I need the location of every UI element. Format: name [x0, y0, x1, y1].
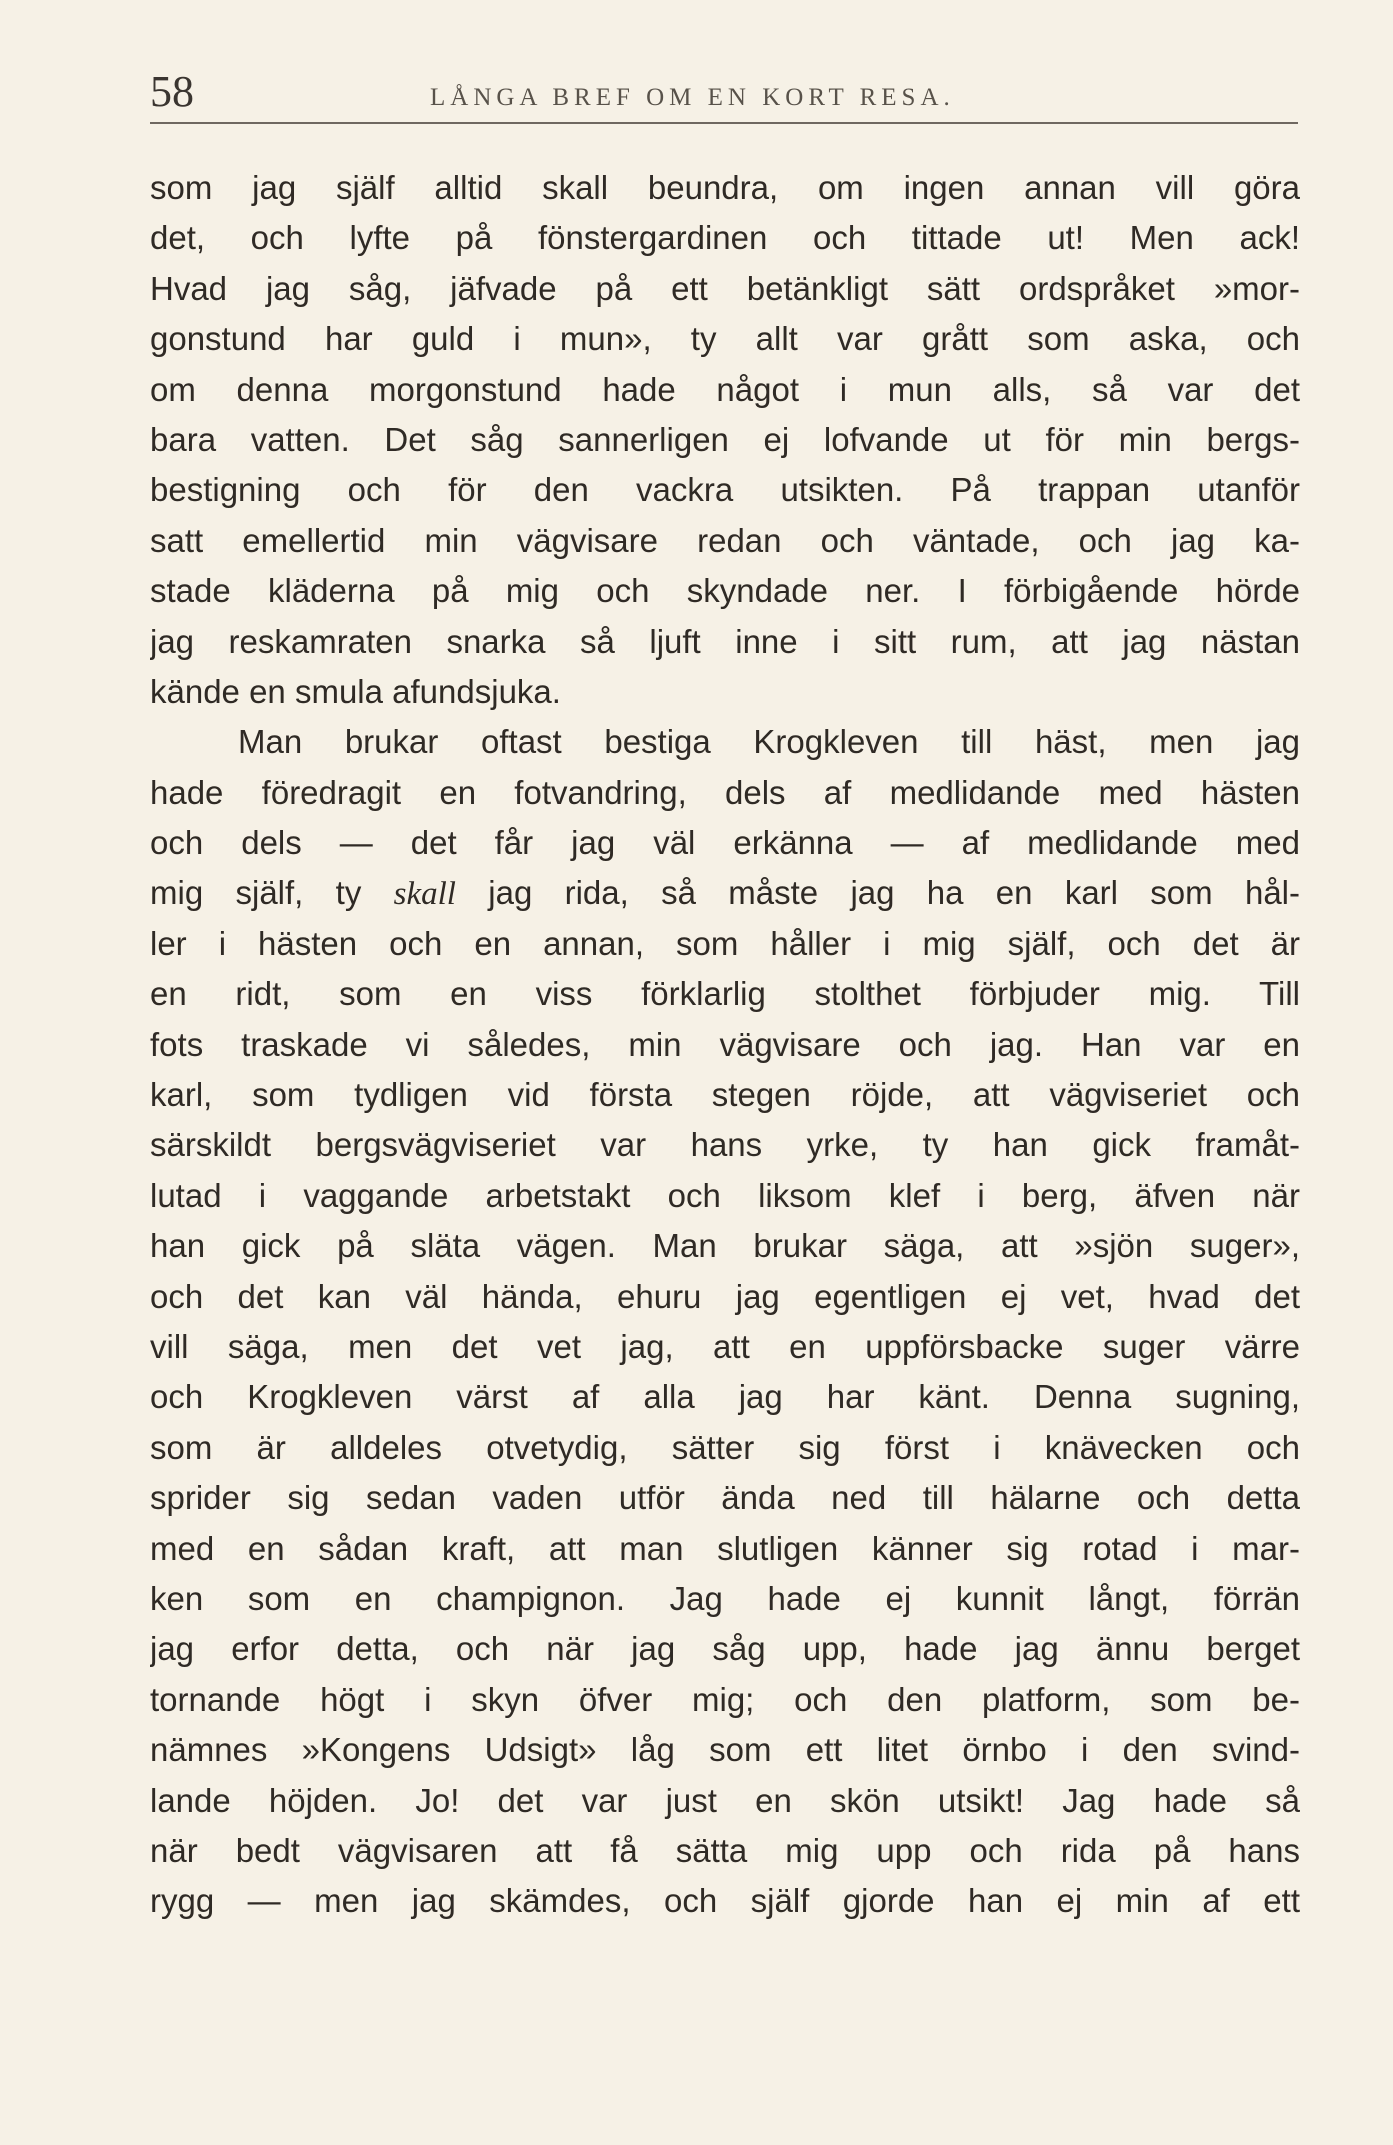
page-number: 58 — [150, 67, 194, 116]
text-line: stade kläderna på mig och skyndade ner. I förbigående hörde — [150, 572, 1300, 610]
text-line: Hvad jag såg, jäfvade på ett betänkligt sätt ordspråket »mor- — [150, 269, 1300, 307]
text-line: karl, som tydligen vid första stegen röjde, att vägviseriet och — [150, 1076, 1300, 1114]
text-line: om denna morgonstund hade något i mun alls, så var det — [150, 370, 1300, 408]
text-line-with-italic — [150, 868, 1300, 918]
text-run: jag rida, så måste jag ha en karl som hål- — [455, 874, 1300, 912]
text-line: när bedt vägvisaren att få sätta mig upp och rida på hans — [150, 1831, 1300, 1869]
text-line: som är alldeles otvetydig, sätter sig först i knävecken och — [150, 1428, 1300, 1466]
text-line: särskildt bergsvägviseriet var hans yrke, ty han gick framåt- — [150, 1126, 1300, 1164]
text-line: det, och lyfte på fönstergardinen och tittade ut! Men ack! — [150, 219, 1300, 257]
text-line: jag reskamraten snarka så ljuft inne i sitt rum, att jag nästan — [150, 622, 1300, 660]
text-line: tornande högt i skyn öfver mig; och den platform, som be- — [150, 1680, 1300, 1718]
italic-word: skall — [393, 876, 456, 913]
text-line: kände en smula afundsjuka. — [150, 672, 561, 710]
text-line: bestigning och för den vackra utsikten. På trappan utanför — [150, 471, 1300, 509]
text-line: sprider sig sedan vaden utför ända ned till hälarne och detta — [150, 1479, 1300, 1517]
text-line: bara vatten. Det såg sannerligen ej lofvande ut för min bergs- — [150, 420, 1300, 458]
text-line: lutad i vaggande arbetstakt och liksom klef i berg, äfven när — [150, 1176, 1300, 1214]
text-line: fots traskade vi således, min vägvisare och jag. Han var en — [150, 1025, 1300, 1063]
text-line: satt emellertid min vägvisare redan och väntade, och jag ka- — [150, 521, 1300, 559]
text-line: lande höjden. Jo! det var just en skön utsikt! Jag hade så — [150, 1781, 1300, 1819]
text-line: som jag själf alltid skall beundra, om ingen annan vill göra — [150, 169, 1300, 206]
text-line: rygg — men jag skämdes, och själf gjorde han ej min af ett — [150, 1882, 1300, 1920]
text-line: hade föredragit en fotvandring, dels af medlidande med hästen — [150, 773, 1300, 811]
text-line: en ridt, som en viss förklarlig stolthet förbjuder mig. Till — [150, 975, 1300, 1013]
text-run: mig själf, ty — [150, 874, 394, 912]
text-line: ken som en champignon. Jag hade ej kunnit långt, förrän — [150, 1579, 1300, 1617]
text-line: han gick på släta vägen. Man brukar säga, att »sjön suger», — [150, 1227, 1300, 1265]
text-line: och Krogkleven värst af alla jag har känt. Denna sugning, — [150, 1378, 1300, 1416]
text-line: och dels — det får jag väl erkänna — af medlidande med — [150, 824, 1300, 862]
text-line: vill säga, men det vet jag, att en uppförsbacke suger värre — [150, 1327, 1300, 1365]
running-title: LÅNGA BREF OM EN KORT RESA. — [430, 84, 955, 111]
body-text — [150, 163, 1300, 1927]
text-line: med en sådan kraft, att man slutligen känner sig rotad i mar- — [150, 1529, 1300, 1567]
text-line: jag erfor detta, och när jag såg upp, hade jag ännu berget — [150, 1630, 1300, 1668]
text-line: nämnes »Kongens Udsigt» låg som ett litet örnbo i den svind- — [150, 1731, 1300, 1769]
text-line: ler i hästen och en annan, som håller i mig själf, och det är — [150, 924, 1300, 962]
paragraph-start-line: Man brukar oftast bestiga Krogkleven till häst, men jag — [238, 723, 1300, 761]
header-rule — [150, 122, 1298, 124]
text-line: och det kan väl hända, ehuru jag egentligen ej vet, hvad det — [150, 1277, 1300, 1315]
text-line: gonstund har guld i mun», ty allt var grått som aska, och — [150, 320, 1300, 358]
